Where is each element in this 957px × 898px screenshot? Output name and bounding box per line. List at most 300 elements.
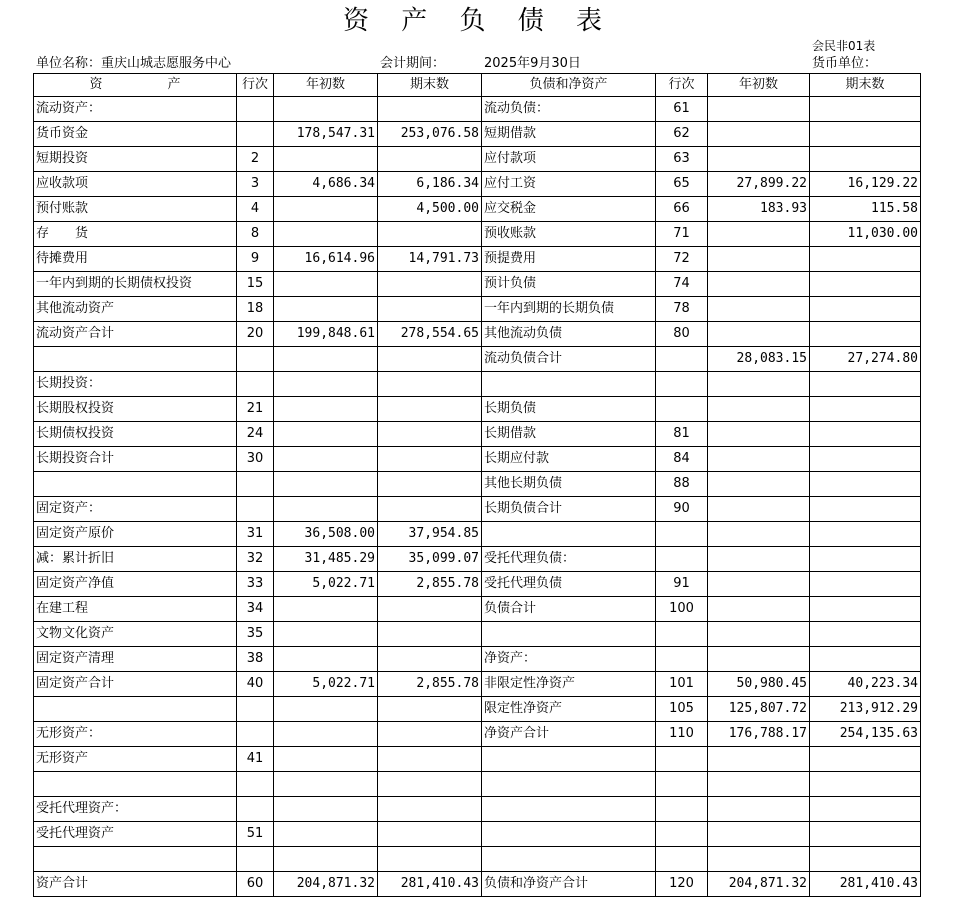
liability-begin-value [708, 572, 810, 597]
balance-sheet-table [33, 73, 921, 897]
liability-begin-value [708, 222, 810, 247]
asset-label [34, 472, 237, 497]
asset-label: 固定资产原价 [34, 522, 237, 547]
liability-begin-value [708, 647, 810, 672]
liability-end-value [810, 847, 921, 872]
liability-begin-value [708, 322, 810, 347]
table-row [34, 147, 921, 172]
liability-begin-value [708, 822, 810, 847]
liability-begin-value [708, 372, 810, 397]
asset-row-no: 33 [237, 572, 274, 597]
liability-begin-value [708, 247, 810, 272]
liability-end-value: 254,135.63 [810, 722, 921, 747]
period-label: 会计期间： [380, 56, 446, 71]
liability-label: 长期应付款 [482, 447, 656, 472]
asset-begin-value [274, 697, 378, 722]
asset-begin-value: 204,871.32 [274, 872, 378, 897]
asset-row-no [237, 722, 274, 747]
asset-begin-value [274, 597, 378, 622]
asset-row-no: 24 [237, 422, 274, 447]
asset-row-no: 8 [237, 222, 274, 247]
asset-label [34, 347, 237, 372]
liability-label: 其他长期负债 [482, 472, 656, 497]
table-row [34, 197, 921, 222]
asset-label [34, 772, 237, 797]
asset-end-value [378, 372, 482, 397]
asset-row-no: 18 [237, 297, 274, 322]
asset-begin-value [274, 222, 378, 247]
liability-begin-value [708, 547, 810, 572]
table-row [34, 297, 921, 322]
liability-row-no: 78 [656, 297, 708, 322]
asset-label: 长期投资合计 [34, 447, 237, 472]
liability-begin-value [708, 797, 810, 822]
asset-begin-value [274, 722, 378, 747]
asset-label: 受托代理资产 [34, 822, 237, 847]
table-row [34, 247, 921, 272]
asset-end-value [378, 722, 482, 747]
liability-end-value [810, 547, 921, 572]
asset-label: 长期债权投资 [34, 422, 237, 447]
liability-end-value [810, 447, 921, 472]
liability-begin-value [708, 297, 810, 322]
asset-begin-value [274, 622, 378, 647]
asset-label: 预付账款 [34, 197, 237, 222]
asset-end-value [378, 272, 482, 297]
asset-end-value [378, 747, 482, 772]
asset-row-no [237, 472, 274, 497]
asset-row-no: 3 [237, 172, 274, 197]
asset-row-no: 20 [237, 322, 274, 347]
asset-begin-value: 178,547.31 [274, 122, 378, 147]
asset-row-no: 34 [237, 597, 274, 622]
liability-label: 负债和净资产合计 [482, 872, 656, 897]
asset-row-no: 31 [237, 522, 274, 547]
asset-begin-value: 5,022.71 [274, 572, 378, 597]
table-row [34, 97, 921, 122]
liability-begin-value [708, 147, 810, 172]
asset-end-value [378, 147, 482, 172]
liability-label: 净资产合计 [482, 722, 656, 747]
table-row [34, 497, 921, 522]
liability-label [482, 622, 656, 647]
table-row [34, 597, 921, 622]
table-row [34, 122, 921, 147]
asset-row-no: 15 [237, 272, 274, 297]
asset-begin-value [274, 147, 378, 172]
report-title: 资 产 负 债 表 [342, 6, 615, 36]
asset-row-no: 30 [237, 447, 274, 472]
liability-row-no: 65 [656, 172, 708, 197]
asset-row-no: 2 [237, 147, 274, 172]
asset-end-value [378, 97, 482, 122]
liability-row-no: 101 [656, 672, 708, 697]
asset-row-no: 35 [237, 622, 274, 647]
table-row [34, 622, 921, 647]
asset-begin-value [274, 772, 378, 797]
liability-label: 预收账款 [482, 222, 656, 247]
liability-row-no: 80 [656, 322, 708, 347]
table-row [34, 697, 921, 722]
liability-row-no [656, 847, 708, 872]
asset-end-value: 2,855.78 [378, 572, 482, 597]
asset-label [34, 847, 237, 872]
asset-label: 固定资产合计 [34, 672, 237, 697]
liability-label: 长期借款 [482, 422, 656, 447]
asset-label: 长期投资： [34, 372, 237, 397]
liability-begin-value [708, 597, 810, 622]
liability-label: 受托代理负债： [482, 547, 656, 572]
liability-row-no: 74 [656, 272, 708, 297]
liability-begin-value: 176,788.17 [708, 722, 810, 747]
period-value: 2025年9月30日 [484, 56, 581, 71]
liability-label: 应付款项 [482, 147, 656, 172]
table-row [34, 722, 921, 747]
asset-label: 货币资金 [34, 122, 237, 147]
liability-label: 短期借款 [482, 122, 656, 147]
asset-label: 无形资产： [34, 722, 237, 747]
asset-end-value [378, 772, 482, 797]
asset-label: 资产合计 [34, 872, 237, 897]
table-row [34, 272, 921, 297]
liability-begin-value: 50,980.45 [708, 672, 810, 697]
asset-label: 一年内到期的长期债权投资 [34, 272, 237, 297]
liability-begin-value [708, 122, 810, 147]
liability-row-no [656, 647, 708, 672]
asset-end-value [378, 622, 482, 647]
asset-row-no [237, 847, 274, 872]
liability-begin-value [708, 472, 810, 497]
liability-row-no [656, 397, 708, 422]
asset-label: 短期投资 [34, 147, 237, 172]
asset-label [34, 697, 237, 722]
asset-end-value [378, 347, 482, 372]
liability-label: 应交税金 [482, 197, 656, 222]
asset-row-no: 32 [237, 547, 274, 572]
asset-begin-value: 36,508.00 [274, 522, 378, 547]
liability-label: 长期负债合计 [482, 497, 656, 522]
liability-end-value [810, 822, 921, 847]
table-row [34, 847, 921, 872]
asset-row-no [237, 97, 274, 122]
liability-end-value [810, 472, 921, 497]
liability-label [482, 797, 656, 822]
header-liabilities: 负债和净资产 [482, 74, 656, 97]
asset-end-value: 14,791.73 [378, 247, 482, 272]
table-row [34, 522, 921, 547]
asset-row-no: 40 [237, 672, 274, 697]
header-end-2: 期末数 [810, 74, 921, 97]
asset-end-value [378, 697, 482, 722]
liability-label [482, 522, 656, 547]
asset-label: 在建工程 [34, 597, 237, 622]
liability-end-value [810, 397, 921, 422]
liability-begin-value [708, 422, 810, 447]
asset-begin-value: 5,022.71 [274, 672, 378, 697]
liability-end-value: 213,912.29 [810, 697, 921, 722]
asset-label: 应收款项 [34, 172, 237, 197]
asset-begin-value [274, 497, 378, 522]
liability-end-value [810, 372, 921, 397]
asset-row-no [237, 372, 274, 397]
liability-label: 应付工资 [482, 172, 656, 197]
asset-begin-value [274, 847, 378, 872]
asset-label: 减：累计折旧 [34, 547, 237, 572]
header-row-no-2: 行次 [656, 74, 708, 97]
asset-begin-value [274, 447, 378, 472]
header-end: 期末数 [378, 74, 482, 97]
liability-label: 长期负债 [482, 397, 656, 422]
asset-begin-value: 16,614.96 [274, 247, 378, 272]
liability-begin-value [708, 97, 810, 122]
asset-begin-value: 199,848.61 [274, 322, 378, 347]
asset-end-value: 35,099.07 [378, 547, 482, 572]
table-row [34, 572, 921, 597]
asset-label: 待摊费用 [34, 247, 237, 272]
liability-begin-value: 28,083.15 [708, 347, 810, 372]
asset-label: 流动资产： [34, 97, 237, 122]
header-asset: 资 产 [34, 74, 237, 97]
liability-end-value [810, 247, 921, 272]
liability-label [482, 847, 656, 872]
asset-end-value [378, 297, 482, 322]
liability-end-value: 11,030.00 [810, 222, 921, 247]
liability-row-no [656, 547, 708, 572]
liability-end-value [810, 97, 921, 122]
liability-end-value [810, 747, 921, 772]
liability-label: 预提费用 [482, 247, 656, 272]
asset-label: 流动资产合计 [34, 322, 237, 347]
asset-end-value [378, 822, 482, 847]
header-row-no: 行次 [237, 74, 274, 97]
asset-end-value: 253,076.58 [378, 122, 482, 147]
liability-row-no: 110 [656, 722, 708, 747]
liability-label: 限定性净资产 [482, 697, 656, 722]
liability-end-value [810, 422, 921, 447]
asset-row-no [237, 347, 274, 372]
form-code: 会民非01表 [812, 39, 876, 53]
liability-begin-value: 125,807.72 [708, 697, 810, 722]
asset-begin-value [274, 372, 378, 397]
liability-row-no [656, 347, 708, 372]
asset-begin-value [274, 822, 378, 847]
asset-label: 无形资产 [34, 747, 237, 772]
asset-begin-value [274, 97, 378, 122]
liability-end-value [810, 272, 921, 297]
table-row [34, 547, 921, 572]
currency-unit-label: 货币单位： [812, 56, 878, 71]
liability-label: 一年内到期的长期负债 [482, 297, 656, 322]
liability-label: 流动负债： [482, 97, 656, 122]
liability-row-no: 62 [656, 122, 708, 147]
asset-end-value [378, 422, 482, 447]
liability-begin-value [708, 497, 810, 522]
asset-end-value [378, 847, 482, 872]
liability-row-no: 61 [656, 97, 708, 122]
asset-begin-value [274, 647, 378, 672]
liability-begin-value [708, 397, 810, 422]
liability-end-value: 40,223.34 [810, 672, 921, 697]
asset-end-value [378, 597, 482, 622]
table-row [34, 747, 921, 772]
liability-row-no: 100 [656, 597, 708, 622]
liability-row-no [656, 772, 708, 797]
liability-end-value: 115.58 [810, 197, 921, 222]
asset-row-no [237, 497, 274, 522]
asset-begin-value [274, 472, 378, 497]
asset-begin-value [274, 397, 378, 422]
liability-row-no [656, 747, 708, 772]
asset-end-value [378, 447, 482, 472]
unit-name: 单位名称：重庆山城志愿服务中心 [36, 56, 232, 71]
liability-begin-value: 204,871.32 [708, 872, 810, 897]
asset-label: 固定资产清理 [34, 647, 237, 672]
asset-end-value: 6,186.34 [378, 172, 482, 197]
liability-end-value [810, 622, 921, 647]
asset-label: 固定资产净值 [34, 572, 237, 597]
asset-begin-value: 31,485.29 [274, 547, 378, 572]
liability-row-no: 120 [656, 872, 708, 897]
asset-end-value [378, 222, 482, 247]
liability-begin-value [708, 522, 810, 547]
asset-row-no: 21 [237, 397, 274, 422]
liability-label: 非限定性净资产 [482, 672, 656, 697]
asset-row-no: 9 [237, 247, 274, 272]
asset-end-value [378, 797, 482, 822]
liability-label: 预计负债 [482, 272, 656, 297]
liability-begin-value: 27,899.22 [708, 172, 810, 197]
liability-end-value [810, 322, 921, 347]
liability-label [482, 822, 656, 847]
liability-begin-value [708, 622, 810, 647]
liability-end-value: 27,274.80 [810, 347, 921, 372]
liability-label [482, 747, 656, 772]
table-row [34, 422, 921, 447]
asset-begin-value [274, 797, 378, 822]
header-begin-2: 年初数 [708, 74, 810, 97]
table-row [34, 872, 921, 897]
liability-end-value [810, 572, 921, 597]
asset-row-no [237, 797, 274, 822]
liability-row-no: 105 [656, 697, 708, 722]
asset-begin-value [274, 297, 378, 322]
liability-row-no: 91 [656, 572, 708, 597]
table-row [34, 222, 921, 247]
asset-row-no [237, 697, 274, 722]
table-row [34, 822, 921, 847]
liability-row-no [656, 372, 708, 397]
liability-label: 流动负债合计 [482, 347, 656, 372]
asset-label: 受托代理资产： [34, 797, 237, 822]
table-row [34, 472, 921, 497]
asset-row-no: 41 [237, 747, 274, 772]
liability-row-no: 63 [656, 147, 708, 172]
asset-end-value [378, 397, 482, 422]
liability-row-no [656, 522, 708, 547]
header-begin: 年初数 [274, 74, 378, 97]
liability-end-value [810, 497, 921, 522]
liability-end-value [810, 797, 921, 822]
asset-row-no: 38 [237, 647, 274, 672]
liability-row-no: 66 [656, 197, 708, 222]
liability-row-no [656, 822, 708, 847]
table-row [34, 397, 921, 422]
asset-end-value: 281,410.43 [378, 872, 482, 897]
liability-begin-value [708, 272, 810, 297]
asset-label: 文物文化资产 [34, 622, 237, 647]
liability-label [482, 372, 656, 397]
liability-label: 负债合计 [482, 597, 656, 622]
asset-begin-value: 4,686.34 [274, 172, 378, 197]
table-row [34, 172, 921, 197]
liability-row-no [656, 797, 708, 822]
table-header-row [34, 74, 921, 97]
asset-end-value: 278,554.65 [378, 322, 482, 347]
table-row [34, 347, 921, 372]
liability-row-no: 71 [656, 222, 708, 247]
asset-end-value: 37,954.85 [378, 522, 482, 547]
liability-row-no: 84 [656, 447, 708, 472]
liability-end-value [810, 122, 921, 147]
liability-row-no: 88 [656, 472, 708, 497]
liability-begin-value: 183.93 [708, 197, 810, 222]
asset-label: 固定资产： [34, 497, 237, 522]
table-row [34, 447, 921, 472]
liability-end-value [810, 772, 921, 797]
liability-label: 净资产： [482, 647, 656, 672]
asset-label: 其他流动资产 [34, 297, 237, 322]
table-row [34, 672, 921, 697]
liability-end-value [810, 522, 921, 547]
liability-row-no: 81 [656, 422, 708, 447]
liability-label: 其他流动负债 [482, 322, 656, 347]
liability-row-no: 90 [656, 497, 708, 522]
table-row [34, 772, 921, 797]
asset-begin-value [274, 197, 378, 222]
asset-row-no: 51 [237, 822, 274, 847]
asset-begin-value [274, 347, 378, 372]
asset-begin-value [274, 422, 378, 447]
liability-label: 受托代理负债 [482, 572, 656, 597]
liability-begin-value [708, 847, 810, 872]
table-row [34, 647, 921, 672]
asset-label: 长期股权投资 [34, 397, 237, 422]
liability-begin-value [708, 747, 810, 772]
asset-end-value [378, 497, 482, 522]
table-row [34, 322, 921, 347]
asset-row-no: 60 [237, 872, 274, 897]
liability-end-value [810, 597, 921, 622]
asset-end-value [378, 647, 482, 672]
liability-end-value [810, 147, 921, 172]
liability-end-value: 16,129.22 [810, 172, 921, 197]
liability-row-no [656, 622, 708, 647]
liability-label [482, 772, 656, 797]
asset-end-value: 2,855.78 [378, 672, 482, 697]
asset-end-value: 4,500.00 [378, 197, 482, 222]
liability-end-value: 281,410.43 [810, 872, 921, 897]
liability-end-value [810, 297, 921, 322]
asset-row-no: 4 [237, 197, 274, 222]
liability-begin-value [708, 772, 810, 797]
asset-end-value [378, 472, 482, 497]
table-row [34, 797, 921, 822]
asset-row-no [237, 122, 274, 147]
asset-row-no [237, 772, 274, 797]
liability-row-no: 72 [656, 247, 708, 272]
asset-begin-value [274, 272, 378, 297]
liability-end-value [810, 647, 921, 672]
